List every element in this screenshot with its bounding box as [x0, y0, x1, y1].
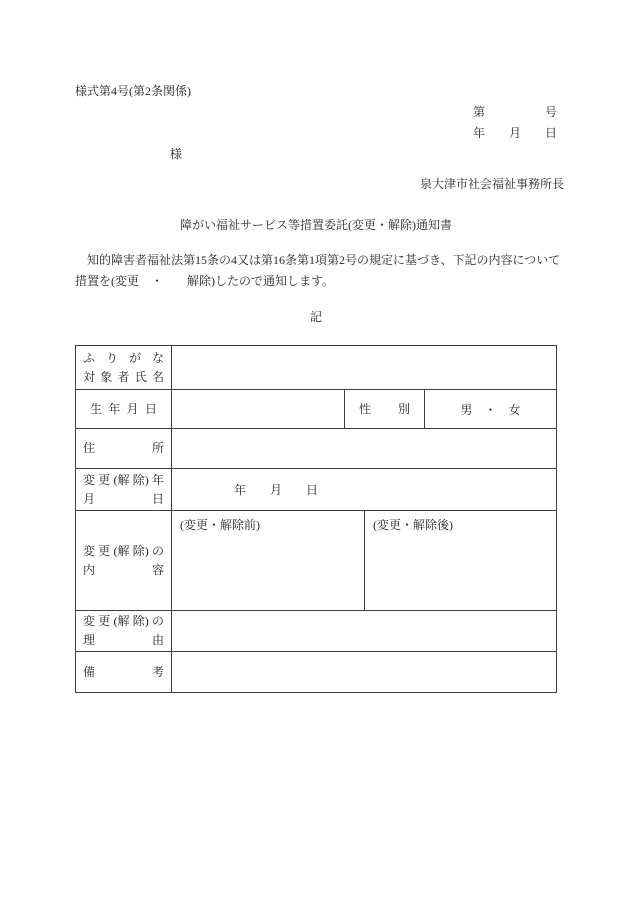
change-date-label-line2: 月 日 — [83, 491, 164, 506]
table-row-name — [76, 346, 556, 390]
after-change-cell — [365, 511, 556, 610]
body-line-1: 知的障害者福祉法第15条の4又は第16条第1項第2号の規定に基づき、下記の内容について — [75, 253, 561, 267]
birthdate-label: 生 年 月 日 — [90, 401, 157, 416]
change-content-label-line2: 内 容 — [83, 562, 164, 577]
table-row-change-content — [76, 511, 556, 611]
issue-date-line: 年 月 日 — [472, 126, 557, 140]
sex-label-cell — [345, 390, 425, 428]
change-reason-label-line1: 変 更 (解 除) の — [83, 614, 164, 628]
document-title: 障がい福祉サービス等措置委託(変更・解除)通知書 — [180, 218, 452, 232]
remarks-label-cell — [76, 652, 172, 692]
birthdate-label-cell — [76, 390, 172, 428]
document-number-line: 第 号 — [472, 105, 557, 119]
change-content-label-line1: 変 更 (解 除) の — [83, 543, 164, 558]
address-value — [172, 429, 556, 468]
issuer-name: 泉大津市社会福祉事務所長 — [419, 177, 564, 191]
birthdate-value — [172, 390, 345, 428]
table-row-birthdate-sex — [76, 390, 556, 429]
form-reference: 様式第4号(第2条関係) — [75, 84, 191, 98]
change-content-label-cell — [76, 511, 172, 610]
addressee-honorific: 様 — [170, 147, 183, 161]
change-date-label-cell — [76, 469, 172, 510]
table-row-change-reason — [76, 611, 556, 652]
sex-value: 男 ・ 女 — [460, 402, 521, 417]
sex-label: 性 別 — [359, 401, 410, 416]
change-reason-label-cell — [76, 611, 172, 651]
change-date-value: 年 月 日 — [234, 483, 319, 497]
table-row-address — [76, 429, 556, 469]
subject-name-value — [172, 346, 556, 389]
name-label-cell — [76, 346, 172, 389]
subject-table — [75, 345, 557, 693]
remarks-value — [172, 652, 556, 692]
table-row-change-date — [76, 469, 556, 511]
address-label-cell — [76, 429, 172, 468]
furigana-label: ふ り が な — [83, 350, 164, 365]
table-row-remarks — [76, 652, 556, 692]
body-line-2: 措置を(変更 ・ 解除)したので通知します。 — [75, 274, 335, 288]
after-change-label: (変更・解除後) — [373, 518, 453, 532]
change-reason-label-line2: 理 由 — [83, 633, 164, 647]
remarks-label: 備 考 — [83, 664, 164, 679]
address-label: 住 所 — [83, 441, 164, 455]
before-change-label: (変更・解除前) — [180, 518, 260, 532]
change-date-label-line1: 変 更 (解 除) 年 — [83, 472, 164, 487]
subject-name-label: 対 象 者 氏 名 — [83, 369, 164, 384]
change-reason-value — [172, 611, 556, 651]
body-paragraph — [75, 250, 570, 292]
before-change-cell — [172, 511, 365, 610]
record-marker: 記 — [309, 310, 322, 324]
